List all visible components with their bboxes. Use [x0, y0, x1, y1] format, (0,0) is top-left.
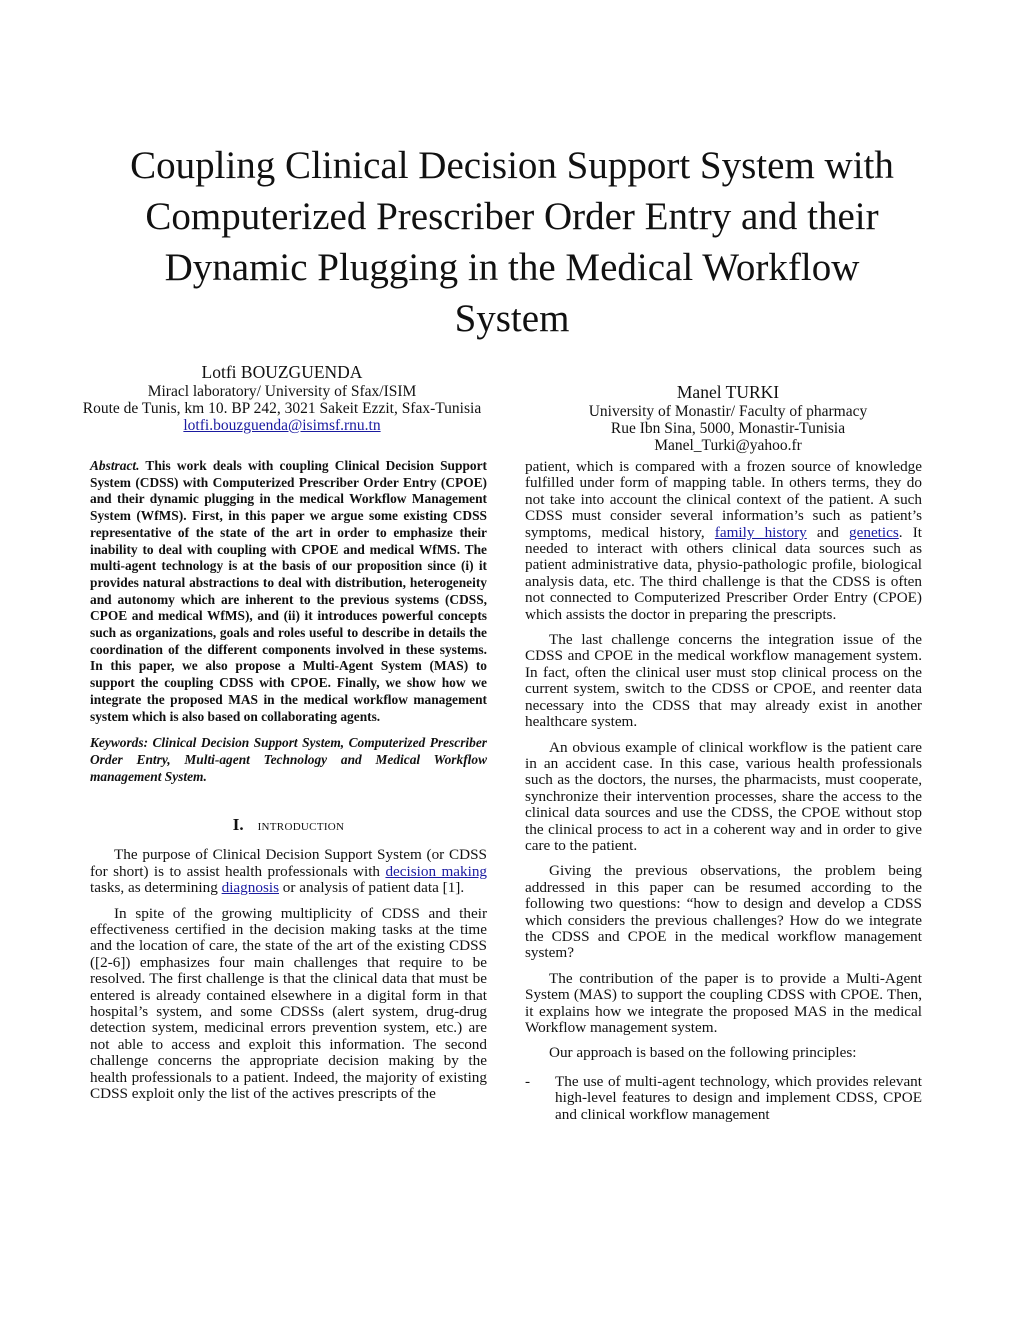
intro-paragraph-1 [90, 847, 487, 896]
right-paragraph-1 [525, 459, 922, 623]
author-address: Rue Ibn Sina, 5000, Monastir-Tunisia [610, 420, 846, 437]
paper-title [90, 140, 934, 344]
bullet-item [525, 1074, 922, 1123]
intro-paragraph-2: In spite of the growing multiplicity of CDSS and their effectiveness certified in the decision making tasks at the time and the location of care, the state of the art of the existing CDSS ([2-6]) emphasizes four main challenges that require to be resolved. The first challenge is that the clinical data that must be entered is already contained elsewhere in a digital form in that hospital’s system, and some CDSSs (alert system, drug-drug detection system, medicinal errors prevention system, etc.) are not able to access and exploit this information. The second challenge concerns the appropriate decision making by the health professionals to a patient. Indeed, the majority of existing CDSS exploit only the list of the actives prescripts of the [90, 904, 487, 1103]
text-span: . It needed to interact with others clinical data sources such as patient administrative data, physio-pathologic profile, biological analysis data, etc. The third challenge is that the CDSS is often not connected to Computerized Prescriber Order Entry (CPOE) which assists the doctor in preparing the prescripts. [525, 523, 923, 623]
author-block-1 [40, 362, 524, 434]
title-line: Computerized Prescriber Order Entry and their [145, 195, 879, 238]
bullet-dash: - [525, 1072, 531, 1090]
right-paragraph-4: Giving the previous observations, the problem being addressed in this paper can be resumed according to the following two questions: “how to design and develop a CDSS which considers the previous challenges? How do we integrate the CDSS and CPOE in the medical workflow management system? [525, 862, 922, 962]
title-line: System [454, 297, 570, 340]
section-heading-introduction [90, 815, 487, 837]
author-email-link[interactable]: lotfi.bouzguenda@isimsf.rnu.tn [183, 417, 381, 434]
author-name: Manel TURKI [676, 382, 780, 402]
section-number: I. [232, 815, 244, 835]
abstract-lead: Abstract. [90, 458, 140, 473]
text-span: or analysis of patient data [1]. [279, 879, 465, 897]
right-paragraph-2: The last challenge concerns the integration issue of the CDSS and CPOE in the medical workflow management system. In fact, often the clinical user must stop clinical process on the current system, switch to the CDSS or CPOE, and reenter data necessary into the CDSS that may already exist in another healthcare system. [525, 631, 922, 731]
right-paragraph-3: An obvious example of clinical workflow is the patient care in an accident case. In this case, various health professionals such as the doctors, the nurses, the pharmacists, must cooperate, synchronize their intervention processes, share the access to the clinical data sources and use the CDSS, the CPOE without stop the clinical process to act in a coherent way and in order to give care to the patient. [525, 738, 922, 854]
title-line: Coupling Clinical Decision Support System with [130, 144, 894, 187]
family-history-link[interactable]: family history [714, 523, 807, 541]
author-email: Manel_Turki@yahoo.fr [654, 437, 802, 454]
right-column [525, 459, 922, 1123]
author-affiliation: Miracl laboratory/ University of Sfax/ISIM [147, 383, 417, 400]
title-line: Dynamic Plugging in the Medical Workflow [164, 246, 860, 289]
abstract-body: This work deals with coupling Clinical Decision Support System (CDSS) with Computerized Prescriber Order Entry (CPOE) and their dynamic plugging in the medical Workflow Management System (WfMS). First, in this paper we argue some existing CDSS representative of the state of the art in order to emphasize their inability to deal with coupling with CPOE and medical WfMS. The multi-agent technology is at the basis of our proposition since (i) it provides natural abstractions to deal with distribution, heterogeneity and autonomy which are inherent to the previous systems (CDSS, CPOE and medical WfMS), and (ii) it introduces powerful concepts such as organizations, goals and roles useful to describe in details the coordination of the different components involved in these systems. In this paper, we also propose a Multi-Agent System (MAS) to support the coupling CDSS with CPOE. Finally, we show how we integrate the proposed MAS in the medical workflow management system which is also based on collaborating agents. [90, 458, 487, 724]
section-title: INTRODUCTION [257, 821, 345, 834]
text-span: tasks, as determining [90, 879, 222, 897]
keywords: Keywords: Clinical Decision Support System, Computerized Prescriber Order Entry, Multi-agent Technology and Medical Workflow management System. [90, 735, 487, 784]
author-affiliation: University of Monastir/ Faculty of pharmacy [588, 403, 868, 420]
abstract [90, 458, 487, 725]
genetics-link[interactable]: genetics [849, 523, 899, 541]
right-paragraph-5: The contribution of the paper is to provide a Multi-Agent System (MAS) to support the coupling CDSS with CPOE. Then, it explains how we integrate the proposed MAS in the medical Workflow management system. [525, 969, 922, 1036]
author-name: Lotfi BOUZGUENDA [201, 362, 363, 382]
text-span: and [806, 523, 850, 541]
decision-making-link[interactable]: decision making [385, 862, 488, 880]
author-block-2 [520, 382, 936, 454]
diagnosis-link[interactable]: diagnosis [221, 879, 279, 897]
author-address: Route de Tunis, km 10. BP 242, 3021 Sakeit Ezzit, Sfax-Tunisia [82, 400, 482, 417]
text-span: The purpose of Clinical Decision Support System (or CDSS for short) is to assist health professionals with [90, 846, 487, 880]
left-column [90, 458, 487, 1111]
text-span: patient, which is compared with a frozen source of knowledge fulfilled under form of mapping table. In others terms, they do not take into account the clinical context of the patient. A such CDSS must consider several information’s such as patient’s symptoms, medical history, [525, 458, 922, 541]
bullet-text: The use of multi-agent technology, which provides relevant high-level features to design and implement CDSS, CPOE and clinical workflow management [555, 1072, 922, 1123]
right-paragraph-6: Our approach is based on the following principles: [549, 1044, 857, 1062]
